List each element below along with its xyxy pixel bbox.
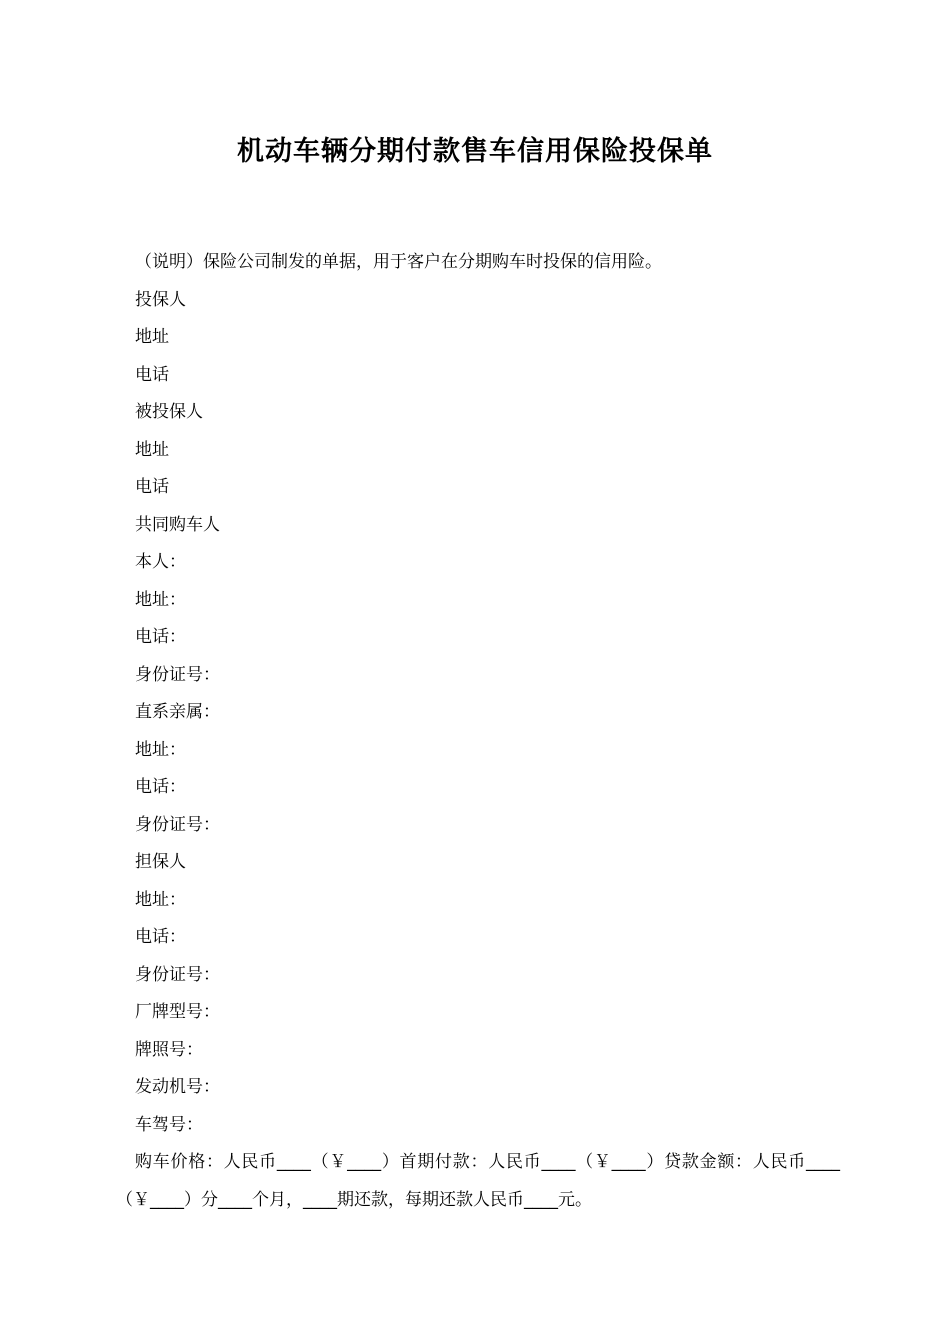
intro-note: （说明）保险公司制发的单据，用于客户在分期购车时投保的信用险。 <box>135 252 662 272</box>
field-relative: 直系亲属： <box>135 702 220 722</box>
field-guarantor-address: 地址： <box>135 889 186 910</box>
field-relative-address: 地址： <box>135 739 186 760</box>
field-co-buyer: 共同购车人 <box>135 514 220 535</box>
field-guarantor: 担保人 <box>135 852 186 872</box>
field-engine-number: 发动机号： <box>135 1077 220 1097</box>
field-self-address: 地址： <box>135 589 186 610</box>
field-guarantor-phone: 电话： <box>135 927 186 947</box>
field-insured: 被投保人 <box>135 402 203 422</box>
field-applicant: 投保人 <box>135 289 186 310</box>
field-self: 本人： <box>135 552 186 572</box>
field-guarantor-id-number: 身份证号： <box>135 964 220 985</box>
document-body <box>116 244 840 1219</box>
field-insured-phone: 电话 <box>135 477 169 497</box>
document-title: 机动车辆分期付款售车信用保险投保单 <box>237 136 713 167</box>
field-make-model: 厂牌型号： <box>135 1002 220 1022</box>
field-insured-address: 地址 <box>135 439 169 460</box>
field-plate-number: 牌照号： <box>135 1039 203 1060</box>
field-frame-number: 车驾号： <box>135 1114 203 1135</box>
field-relative-id-number: 身份证号： <box>135 814 220 835</box>
purchase-terms: 购车价格：人民币____（￥____）首期付款：人民币____（￥____）贷款金额：人民币____（￥____）分____个月，____期还款，每期还款人民币____元。 <box>116 1152 840 1210</box>
field-self-id-number: 身份证号： <box>135 664 220 685</box>
field-applicant-phone: 电话 <box>135 364 169 385</box>
field-self-phone: 电话： <box>135 627 186 647</box>
field-list <box>116 282 840 1145</box>
field-applicant-address: 地址 <box>135 327 169 347</box>
field-relative-phone: 电话： <box>135 777 186 797</box>
